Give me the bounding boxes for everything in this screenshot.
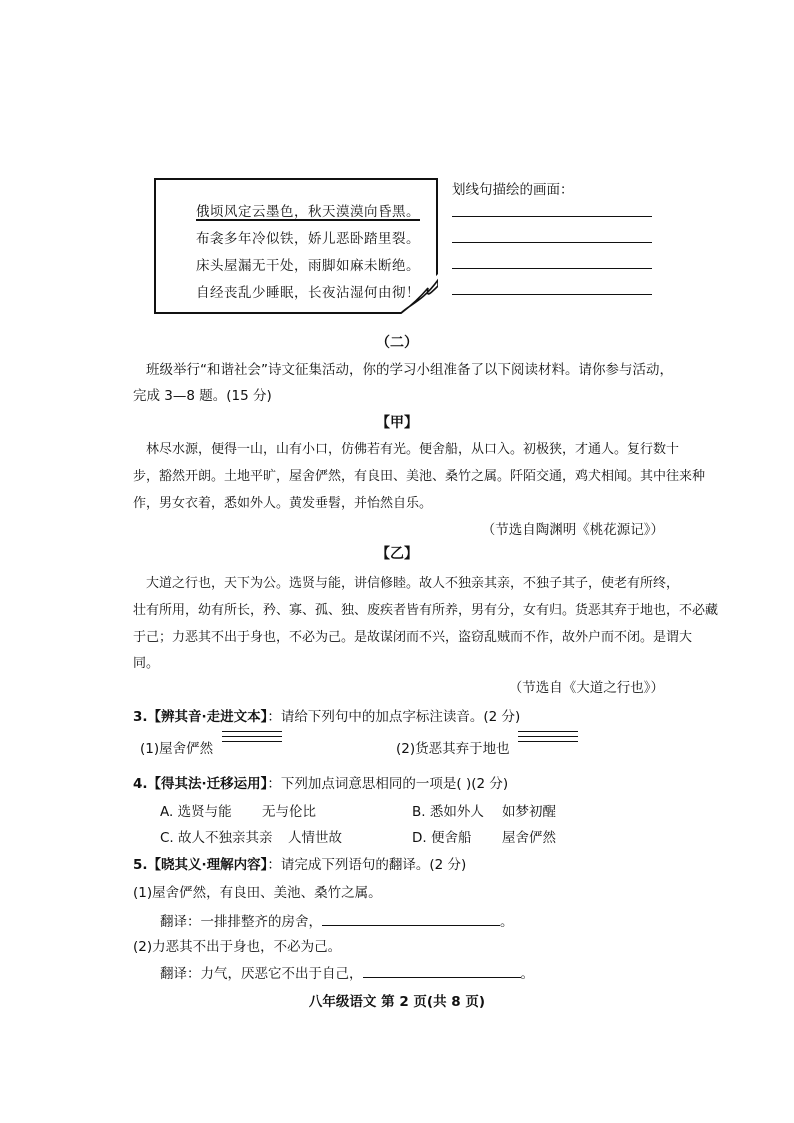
answer-line-1[interactable] bbox=[452, 216, 652, 217]
q3-tag: 3.【辨其音·走进文本】 bbox=[133, 709, 268, 725]
section-title: （二） bbox=[376, 335, 418, 351]
yi-line-4: 同。 bbox=[133, 656, 160, 671]
q5-answer-1[interactable] bbox=[322, 925, 500, 926]
q5-text: ：请完成下列语句的翻译。(2 分) bbox=[267, 857, 467, 873]
answer-title: 划线句描绘的画面： bbox=[452, 182, 574, 198]
yi-line-3: 于己；力恶其不出于身也，不必为己。是故谋闭而不兴，盗窃乱贼而不作，故外户而不闭。是谓大 bbox=[133, 630, 693, 645]
poem-line-3: 床头屋漏无干处，雨脚如麻未断绝。 bbox=[196, 258, 420, 274]
q4-option-b-pair: 如梦初醒 bbox=[502, 804, 556, 820]
q5-end-1: 。 bbox=[500, 914, 514, 930]
q5-answer-2[interactable] bbox=[363, 977, 521, 978]
q3-prompt bbox=[133, 705, 520, 725]
q4-option-b[interactable]: B. 悉如外人 bbox=[412, 804, 484, 820]
yi-line-1: 大道之行也，天下为公。选贤与能，讲信修睦。故人不独亲其亲，不独子其子，使老有所终， bbox=[146, 576, 680, 591]
q3-item-2: (2)货恶其弃于地也 bbox=[396, 741, 510, 757]
q4-option-c-pair: 人情世故 bbox=[288, 830, 342, 846]
q5-translation-1-label: 翻译：一排排整齐的房舍， bbox=[160, 914, 322, 930]
page-footer: 八年级语文 第 2 页(共 8 页) bbox=[308, 994, 486, 1010]
q4-option-a-pair: 无与伦比 bbox=[262, 804, 316, 820]
q5-sentence-2: (2)力恶其不出于身也，不必为己。 bbox=[133, 939, 342, 955]
q4-option-c[interactable]: C. 故人不独亲其亲 bbox=[160, 830, 273, 846]
q5-translation-2 bbox=[160, 962, 534, 982]
q3-answer-2[interactable] bbox=[518, 731, 578, 746]
q5-prompt bbox=[133, 853, 466, 873]
jia-source: （节选自陶渊明《桃花源记》） bbox=[481, 522, 664, 538]
answer-line-3[interactable] bbox=[452, 268, 652, 269]
q4-prompt bbox=[133, 772, 508, 792]
poem-line-1: 俄顷风定云墨色，秋天漠漠向昏黑。 bbox=[196, 204, 420, 220]
q4-option-d[interactable]: D. 便舍船 bbox=[412, 830, 472, 846]
q5-translation-1 bbox=[160, 910, 514, 930]
q5-end-2: 。 bbox=[520, 966, 534, 982]
q5-translation-2-label: 翻译：力气，厌恶它不出于自己， bbox=[160, 966, 363, 982]
q4-tag: 4.【得其法·迁移运用】 bbox=[133, 776, 268, 792]
page-curl-icon bbox=[400, 274, 438, 314]
poem-card bbox=[154, 178, 438, 314]
poem-line-2: 布衾多年冷似铁，娇儿恶卧踏里裂。 bbox=[196, 231, 420, 247]
yi-source: （节选自《大道之行也》） bbox=[508, 680, 664, 696]
jia-line-1: 林尽水源，便得一山，山有小口，仿佛若有光。便舍船，从口入。初极狭，才通人。复行数十 bbox=[146, 442, 680, 457]
q4-option-a[interactable]: A. 选贤与能 bbox=[160, 804, 232, 820]
answer-line-2[interactable] bbox=[452, 242, 652, 243]
q4-text: ：下列加点词意思相同的一项是( )(2 分) bbox=[267, 776, 509, 792]
jia-line-2: 步，豁然开朗。土地平旷，屋舍俨然，有良田、美池、桑竹之属。阡陌交通，鸡犬相闻。其中往来种 bbox=[133, 469, 706, 484]
jia-line-3: 作，男女衣着，悉如外人。黄发垂髫，并怡然自乐。 bbox=[133, 496, 433, 511]
yi-heading: 【乙】 bbox=[376, 546, 418, 562]
intro-line-2: 完成 3—8 题。(15 分) bbox=[133, 388, 272, 404]
q5-sentence-1: (1)屋舍俨然，有良田、美池、桑竹之属。 bbox=[133, 885, 382, 901]
intro-line-1: 班级举行“和谐社会”诗文征集活动，你的学习小组准备了以下阅读材料。请你参与活动， bbox=[146, 362, 673, 378]
q3-item-1: (1)屋舍俨然 bbox=[140, 741, 214, 757]
answer-line-4[interactable] bbox=[452, 294, 652, 295]
q4-option-d-pair: 屋舍俨然 bbox=[502, 830, 556, 846]
q3-answer-1[interactable] bbox=[222, 731, 282, 746]
jia-heading: 【甲】 bbox=[376, 415, 418, 431]
yi-line-2: 壮有所用，幼有所长，矜、寡、孤、独、废疾者皆有所养，男有分，女有归。货恶其弃于地也，不必藏 bbox=[133, 603, 719, 618]
q5-tag: 5.【晓其义·理解内容】 bbox=[133, 857, 268, 873]
q3-text: ：请给下列句中的加点字标注读音。(2 分) bbox=[267, 709, 521, 725]
poem-line-4: 自经丧乱少睡眠，长夜沾湿何由彻！ bbox=[196, 285, 420, 301]
